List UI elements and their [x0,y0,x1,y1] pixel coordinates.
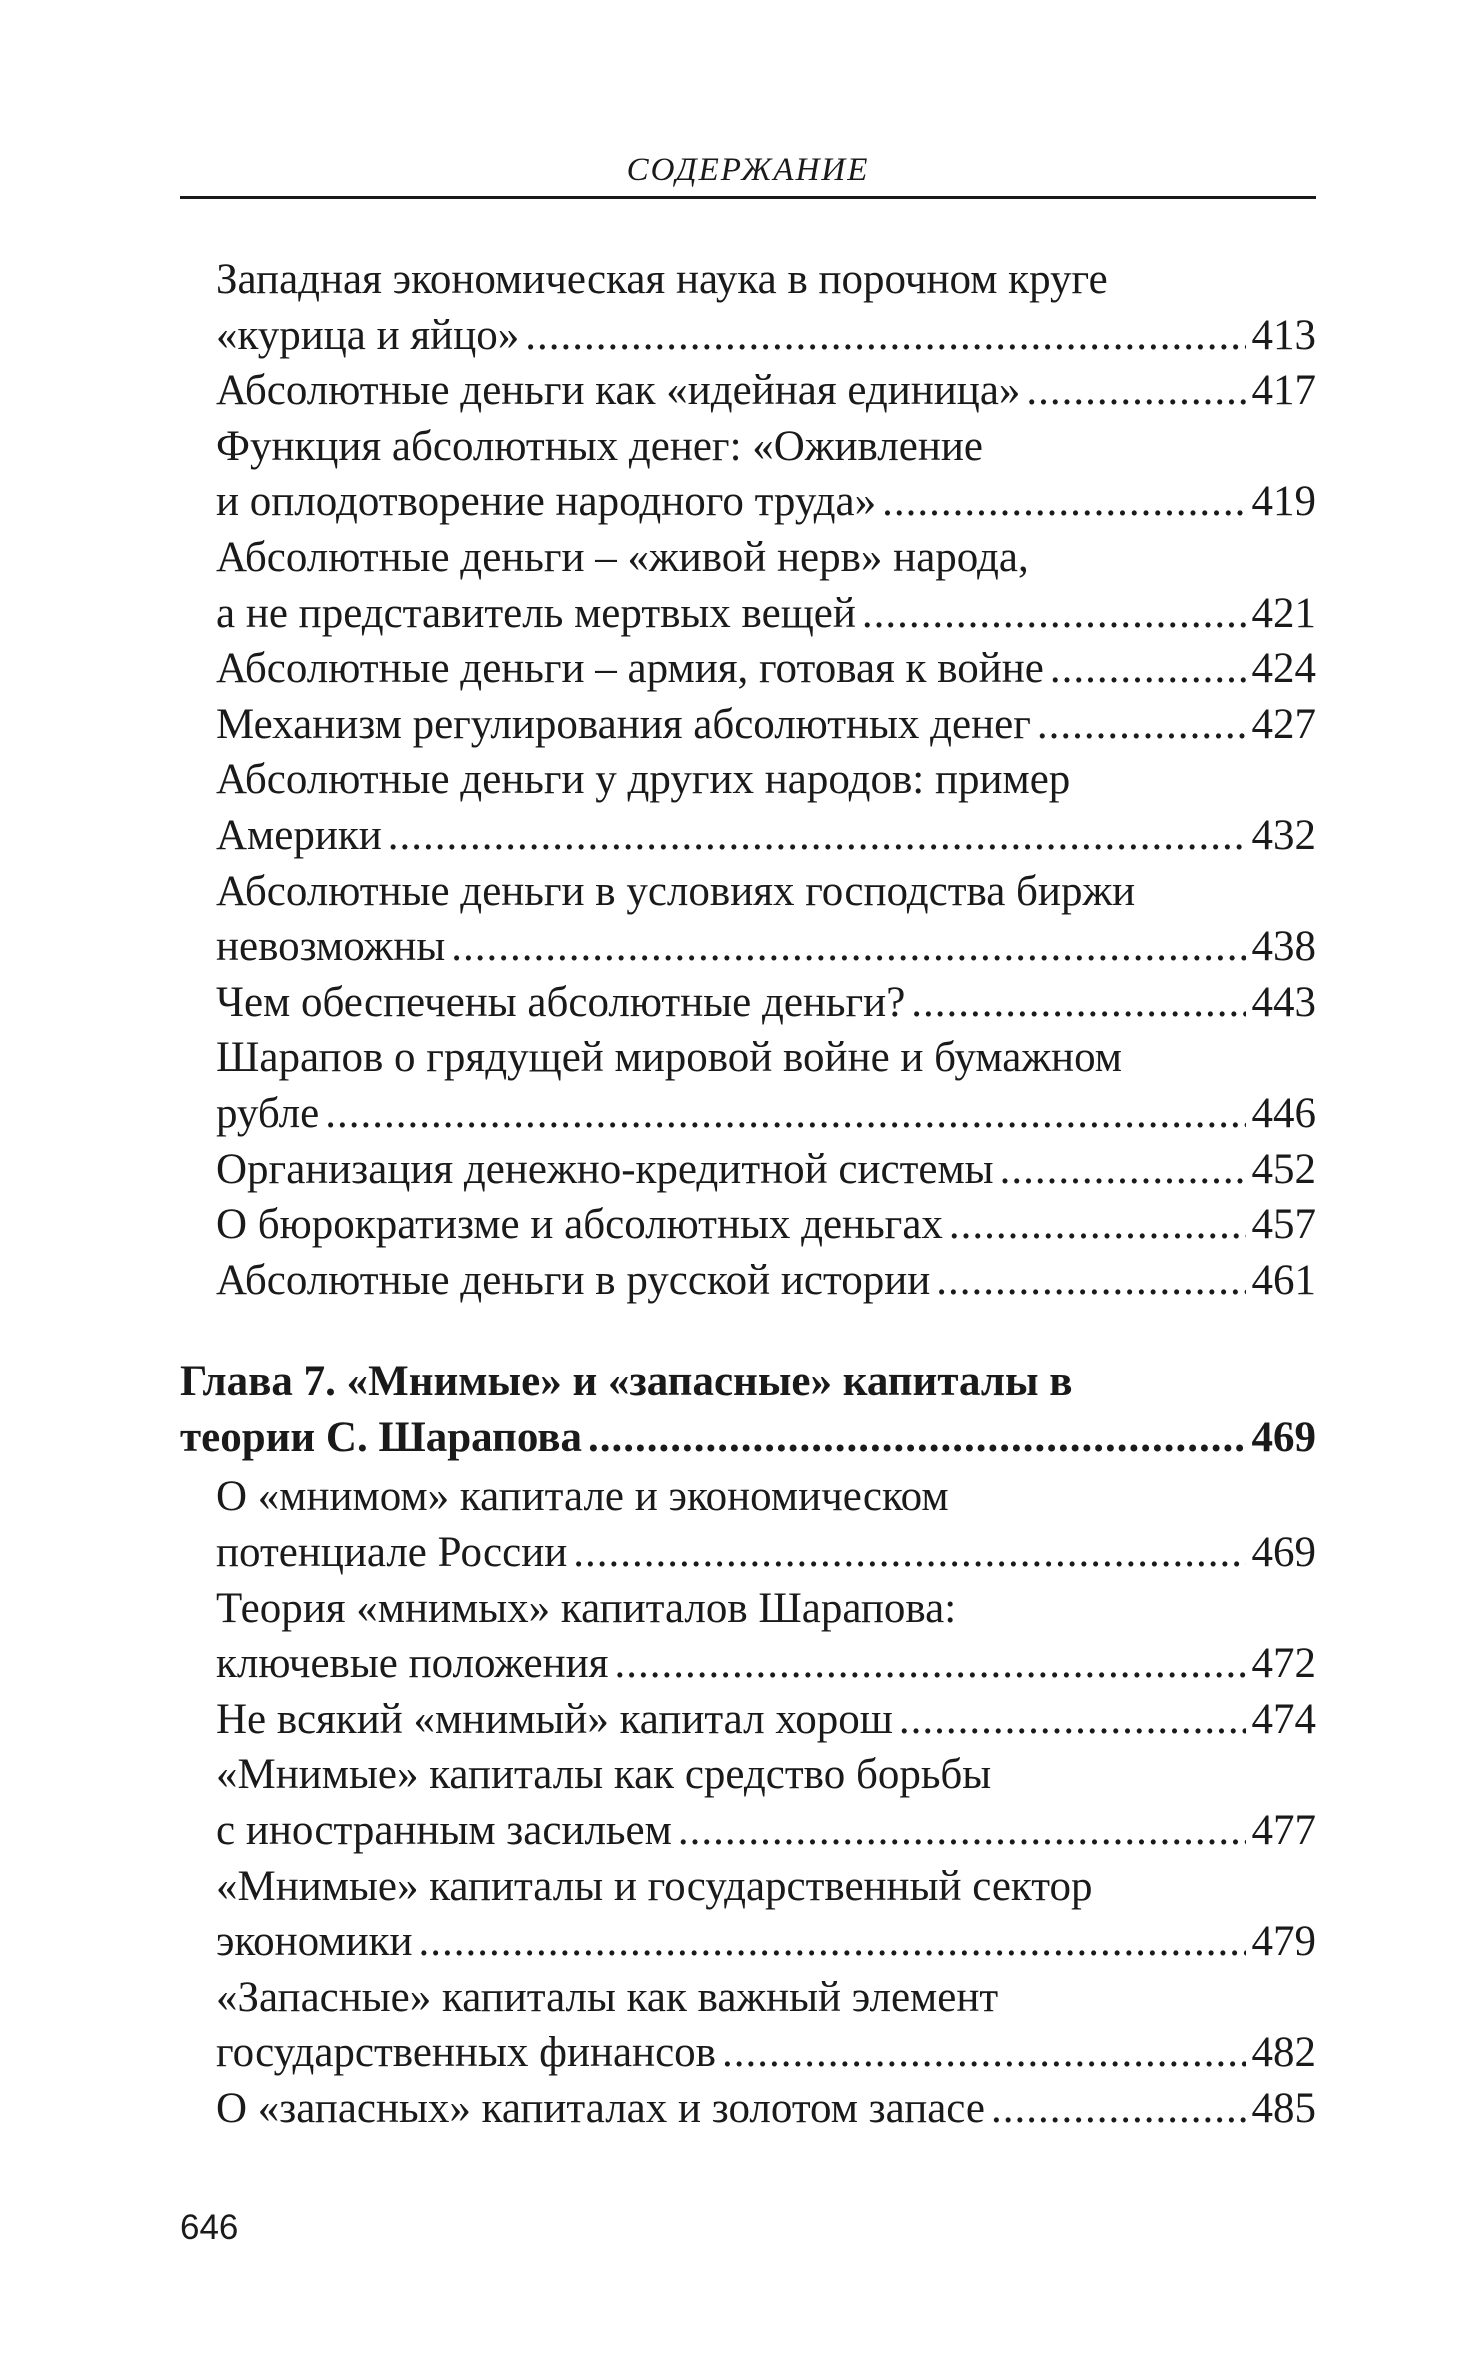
toc-entry-title-line: «Мнимые» капиталы и государственный сектор [216,1862,1093,1910]
toc-entry-title-line: «Запасные» капиталы как важный элемент [216,1973,999,2021]
toc-entry-title: Абсолютные деньги в русской истории [216,1256,931,1304]
toc-entry-line [216,1086,1316,1142]
toc-entry-title: потенциале России [216,1529,568,1577]
toc-entry-line [216,1142,1316,1198]
toc-entry [180,419,1316,530]
dot-leader [388,808,1246,864]
toc-entry [180,1747,1316,1858]
toc-entry [180,2081,1316,2137]
toc-page-number: 469 [1251,1413,1316,1461]
toc-entry-line [216,2081,1316,2137]
toc-page-number: 469 [1251,1529,1316,1577]
toc-entry-line [216,474,1316,530]
toc-entry-title: государственных финансов [216,2029,716,2077]
toc-chapter-heading [180,1354,1316,1465]
toc-entry-title: Америки [216,811,382,859]
toc-page-number: 482 [1251,2029,1316,2077]
toc-entry-line [216,1253,1316,1309]
toc-entry-title-line: Абсолютные деньги в условиях господства биржи [216,867,1136,915]
toc-entry-title-line: О «мнимом» капитале и экономическом [216,1473,949,1521]
toc-entry [180,1692,1316,1748]
toc-entry-title: Абсолютные деньги как «идейная единица» [216,367,1021,415]
toc-entry-title-line: «Мнимые» капиталы как средство борьбы [216,1751,992,1799]
dot-leader [525,308,1245,364]
toc-entry-line [216,2025,1316,2081]
toc-entry [180,1970,1316,2081]
toc-entry-title: Не всякий «мнимый» капитал хорош [216,1695,893,1743]
toc-entry [180,252,1316,363]
toc-entry [180,363,1316,419]
toc-page-number: 421 [1251,589,1316,637]
toc-entry-line [216,808,1316,864]
toc-entry-line [216,586,1316,642]
toc-entry-line [216,1914,1316,1970]
dot-leader [1000,1142,1246,1198]
toc-entry-title: теории С. Шарапова [180,1413,582,1461]
header-rule [180,196,1316,199]
toc-entry-title-line: Западная экономическая наука в порочном круге [216,256,1108,303]
toc-entry-title-line: Шарапов о грядущей мировой войне и бумажном [216,1034,1122,1082]
toc-entry [180,1197,1316,1253]
toc-entry-title: О бюрократизме и абсолютных деньгах [216,1201,943,1249]
toc-entry-line [216,975,1316,1031]
dot-leader [911,975,1245,1031]
toc-entry-title: с иностранным засильем [216,1807,672,1855]
dot-leader [722,2025,1246,2081]
toc-page-number: 438 [1251,923,1316,971]
toc-entry-title: невозможны [216,923,446,971]
dot-leader [882,474,1245,530]
toc-entry-title-line: Абсолютные деньги – «живой нерв» народа, [216,533,1029,581]
dot-leader [614,1636,1245,1692]
dot-leader [1037,697,1246,753]
dot-leader [936,1253,1245,1309]
toc-entry-line [216,1525,1316,1581]
toc-page-number: 457 [1251,1201,1316,1249]
toc-entry [180,641,1316,697]
toc-page-number: 417 [1251,367,1316,415]
toc-entry-title-line: Теория «мнимых» капиталов Шарапова: [216,1584,957,1632]
toc-page-number: 452 [1251,1145,1316,1193]
toc-page-number: 432 [1251,811,1316,859]
toc-page-number: 419 [1251,478,1316,526]
toc-entry-title: Чем обеспечены абсолютные деньги? [216,978,906,1026]
toc-entry-title: «курица и яйцо» [216,311,520,359]
toc-page-number: 427 [1251,700,1316,748]
toc-entry [180,864,1316,975]
dot-leader [991,2081,1246,2137]
toc-entry-title: ключевые положения [216,1640,609,1688]
dot-leader [949,1197,1246,1253]
toc-entry [180,752,1316,863]
toc-entry-title: Абсолютные деньги – армия, готовая к войне [216,645,1044,693]
toc-entry [180,1253,1316,1309]
dot-leader [588,1410,1246,1466]
toc-page-number: 477 [1251,1807,1316,1855]
toc-entry-title: экономики [216,1918,413,1966]
toc-entry-line [216,641,1316,697]
dot-leader [451,919,1245,975]
toc-entry-line [216,1197,1316,1253]
dot-leader [899,1692,1246,1748]
dot-leader [678,1803,1246,1859]
toc-entry-title: рубле [216,1089,320,1137]
dot-leader [1026,363,1245,419]
toc-entry-title: О «запасных» капиталах и золотом запасе [216,2085,985,2132]
toc-entry [180,1469,1316,1580]
toc-entry-title: Механизм регулирования абсолютных денег [216,700,1031,748]
toc-entry-line [216,1636,1316,1692]
toc-entry-line [216,1692,1316,1748]
dot-leader [862,586,1246,642]
toc-entry-title: а не представитель мертвых вещей [216,589,856,637]
dot-leader [325,1086,1245,1142]
table-of-contents [180,252,1316,2137]
running-head: СОДЕРЖАНИЕ [626,152,870,188]
toc-entry [180,1142,1316,1198]
toc-page-number: 485 [1251,2085,1316,2132]
toc-entry [180,1030,1316,1141]
toc-entry-line [216,308,1316,364]
toc-entry-line [180,1410,1316,1466]
dot-leader [1050,641,1246,697]
toc-entry [180,530,1316,641]
toc-entry-title-line: Функция абсолютных денег: «Оживление [216,422,983,470]
toc-entry-title-line: Абсолютные деньги у других народов: пример [216,756,1071,804]
toc-page-number: 479 [1251,1918,1316,1966]
toc-page-number: 443 [1251,978,1316,1026]
toc-entry [180,1581,1316,1692]
toc-entry [180,975,1316,1031]
toc-page-number: 446 [1251,1089,1316,1137]
toc-entry-line [216,697,1316,753]
toc-entry-title: Организация денежно-кредитной системы [216,1145,994,1193]
toc-entry-line [216,919,1316,975]
dot-leader [418,1914,1245,1970]
toc-page-number: 461 [1251,1256,1316,1304]
toc-entry [180,1859,1316,1970]
page-number: 646 [180,2208,239,2247]
toc-entry [180,697,1316,753]
toc-page-number: 413 [1251,311,1316,359]
toc-entry-title: и оплодотворение народного труда» [216,478,877,526]
toc-page-number: 474 [1251,1695,1316,1743]
toc-entry-line [216,1803,1316,1859]
toc-page-number: 472 [1251,1640,1316,1688]
toc-entry-title-line: Глава 7. «Мнимые» и «запасные» капиталы в [180,1358,1073,1406]
toc-page-number: 424 [1251,645,1316,693]
toc-entry-line [216,363,1316,419]
dot-leader [573,1525,1245,1581]
